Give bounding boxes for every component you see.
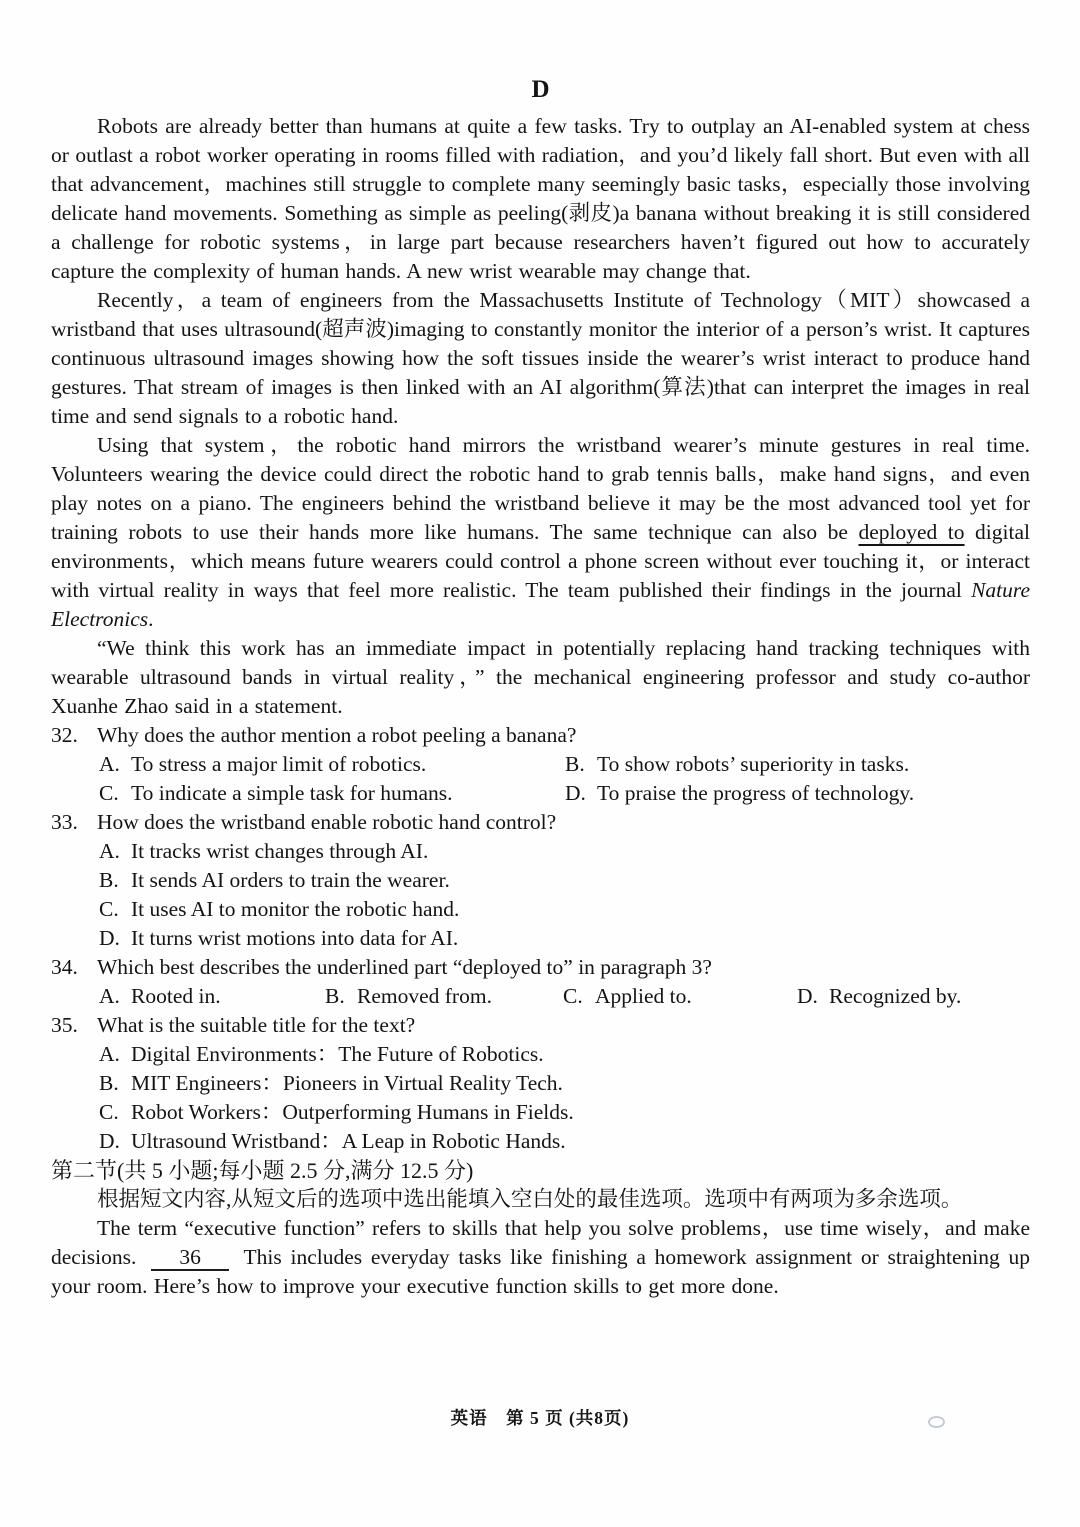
option-label: D. bbox=[565, 781, 586, 805]
question-32-option-c bbox=[99, 779, 565, 808]
option-text: To stress a major limit of robotics. bbox=[131, 752, 427, 776]
option-text: Digital Environments：The Future of Robotics. bbox=[131, 1042, 544, 1066]
question-32-option-a bbox=[99, 750, 565, 779]
question-33-option-d bbox=[99, 924, 1030, 953]
passage-d-label: D bbox=[531, 76, 550, 103]
scan-artifact-mark bbox=[928, 1416, 945, 1428]
question-32-number: 32. bbox=[51, 723, 78, 747]
question-35-text: What is the suitable title for the text? bbox=[97, 1013, 416, 1037]
option-label: D. bbox=[99, 926, 120, 950]
option-text: Applied to. bbox=[595, 984, 692, 1008]
question-33-number: 33. bbox=[51, 810, 78, 834]
question-33 bbox=[51, 808, 1030, 953]
question-35-option-b bbox=[99, 1069, 1030, 1098]
option-label: C. bbox=[99, 897, 119, 921]
question-33-option-b bbox=[99, 866, 1030, 895]
page-footer: 英语 第 5 页 (共8页) bbox=[450, 1408, 630, 1428]
option-label: B. bbox=[565, 752, 585, 776]
option-label: B. bbox=[325, 984, 345, 1008]
option-text: Recognized by. bbox=[829, 984, 962, 1008]
question-35-options bbox=[51, 1040, 1030, 1156]
option-label: B. bbox=[99, 868, 119, 892]
question-34-stem bbox=[51, 953, 1030, 982]
option-text: To show robots’ superiority in tasks. bbox=[597, 752, 910, 776]
option-label: C. bbox=[563, 984, 583, 1008]
question-34-number: 34. bbox=[51, 955, 78, 979]
question-33-option-c bbox=[99, 895, 1030, 924]
option-text: It tracks wrist changes through AI. bbox=[131, 839, 429, 863]
question-35-number: 35. bbox=[51, 1013, 78, 1037]
page-content bbox=[51, 74, 1030, 1301]
question-35 bbox=[51, 1011, 1030, 1156]
option-label: A. bbox=[99, 984, 120, 1008]
question-32-options-row-1 bbox=[51, 750, 1030, 779]
section2-header: 第二节(共 5 小题;每小题 2.5 分,满分 12.5 分) bbox=[51, 1158, 474, 1183]
question-32-stem bbox=[51, 721, 1030, 750]
question-33-text: How does the wristband enable robotic hand control? bbox=[97, 810, 557, 834]
option-text: Robot Workers：Outperforming Humans in Fields. bbox=[131, 1100, 574, 1124]
question-35-option-a bbox=[99, 1040, 1030, 1069]
question-32-option-b bbox=[565, 750, 1030, 779]
question-32-option-d bbox=[565, 779, 1030, 808]
question-34-option-d bbox=[797, 982, 1030, 1011]
option-text: Removed from. bbox=[357, 984, 492, 1008]
question-34-option-a bbox=[99, 982, 325, 1011]
option-label: D. bbox=[99, 1129, 120, 1153]
question-35-option-c bbox=[99, 1098, 1030, 1127]
option-text: MIT Engineers：Pioneers in Virtual Reality Tech. bbox=[131, 1071, 563, 1095]
question-33-option-a bbox=[99, 837, 1030, 866]
question-33-options bbox=[51, 837, 1030, 953]
option-label: D. bbox=[797, 984, 818, 1008]
option-text: It uses AI to monitor the robotic hand. bbox=[131, 897, 460, 921]
question-35-option-d bbox=[99, 1127, 1030, 1156]
option-label: B. bbox=[99, 1071, 119, 1095]
question-32-options-row-2 bbox=[51, 779, 1030, 808]
option-text: It turns wrist motions into data for AI. bbox=[131, 926, 459, 950]
question-34-text: Which best describes the underlined part “deployed to” in paragraph 3? bbox=[97, 955, 712, 979]
passage-paragraph-4: “We think this work has an immediate impact in potentially replacing hand tracking techniques with wearable ultrasound bands in virtual reality，” the mechanical engineering professor and study co-author Xuanhe Zhao said in a statement. bbox=[51, 636, 1030, 718]
option-text: Ultrasound Wristband：A Leap in Robotic Hands. bbox=[131, 1129, 566, 1153]
question-34-option-c bbox=[563, 982, 797, 1011]
section2-cloze-intro: The term “executive function” refers to skills that help you solve problems，use time wisely，and make decisions. 36 This includes everyday tasks like finishing a homework assignment or straightening up your room. Here’s how to improve your executive function skills to get more done. bbox=[51, 1216, 1030, 1298]
passage-paragraph-1: Robots are already better than humans at quite a few tasks. Try to outplay an AI-enabled system at chess or outlast a robot worker operating in rooms filled with radiation，and you’d likely fall short. But even with all that advancement，machines still struggle to complete many seemingly basic tasks，especially those involving delicate hand movements. Something as simple as peeling(剥皮)a banana without breaking it is still considered a challenge for robotic systems，in large part because researchers haven’t figured out how to accurately capture the complexity of human hands. A new wrist wearable may change that. bbox=[51, 114, 1030, 283]
passage-paragraph-2: Recently，a team of engineers from the Massachusetts Institute of Technology（MIT）showcased a wristband that uses ultrasound(超声波)imaging to constantly monitor the interior of a person’s wrist. It captures continuous ultrasound images showing how the soft tissues inside the wearer’s wrist interact to produce hand gestures. That stream of images is then linked with an AI algorithm(算法)that can interpret the images in real time and send signals to a robotic hand. bbox=[51, 288, 1030, 428]
section2-instruction: 根据短文内容,从短文后的选项中选出能填入空白处的最佳选项。选项中有两项为多余选项。 bbox=[97, 1187, 963, 1211]
question-33-stem bbox=[51, 808, 1030, 837]
option-label: A. bbox=[99, 752, 120, 776]
passage-paragraph-3: Using that system，the robotic hand mirrors the wristband wearer’s minute gestures in real time. Volunteers wearing the device could direct the robotic hand to grab tennis balls，make hand signs，and even play notes on a piano. The engineers behind the wristband believe it may be the most advanced tool yet for training robots to use their hands more like humans. The same technique can also be deployed to digital environments，which means future wearers could control a phone screen without ever touching it，or interact with virtual reality in ways that feel more realistic. The team published their findings in the journal Nature Electronics. bbox=[51, 433, 1030, 631]
option-label: C. bbox=[99, 1100, 119, 1124]
option-text: It sends AI orders to train the wearer. bbox=[131, 868, 450, 892]
option-label: A. bbox=[99, 1042, 120, 1066]
option-label: C. bbox=[99, 781, 119, 805]
option-text: To praise the progress of technology. bbox=[597, 781, 915, 805]
question-32 bbox=[51, 721, 1030, 808]
option-text: To indicate a simple task for humans. bbox=[131, 781, 453, 805]
option-label: A. bbox=[99, 839, 120, 863]
question-32-text: Why does the author mention a robot peeling a banana? bbox=[97, 723, 577, 747]
question-34-option-b bbox=[325, 982, 563, 1011]
question-34-options-row bbox=[51, 982, 1030, 1011]
question-34 bbox=[51, 953, 1030, 1011]
question-35-stem bbox=[51, 1011, 1030, 1040]
option-text: Rooted in. bbox=[131, 984, 221, 1008]
